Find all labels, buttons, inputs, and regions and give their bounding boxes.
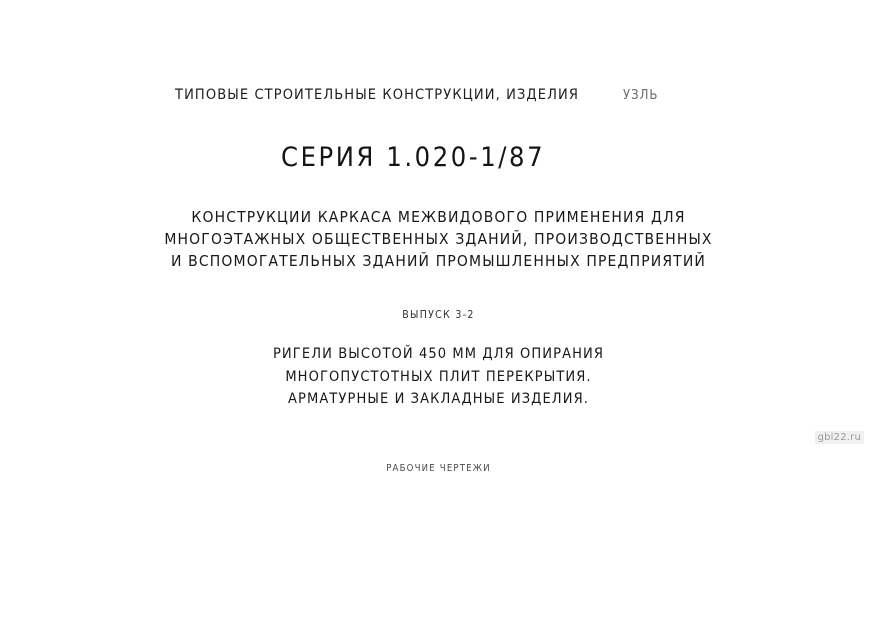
- document-subdescription: [0, 343, 877, 411]
- document-header-line: ТИПОВЫЕ СТРОИТЕЛЬНЫЕ КОНСТРУКЦИИ, ИЗДЕЛИЯ: [175, 87, 579, 103]
- document-working-drawings-label: РАБОЧИЕ ЧЕРТЕЖИ: [386, 463, 491, 474]
- description-line-3: И ВСПОМОГАТЕЛЬНЫХ ЗДАНИЙ ПРОМЫШЛЕННЫХ ПРЕДПРИЯТИЙ: [170, 252, 707, 270]
- description-line-2: МНОГОЭТАЖНЫХ ОБЩЕСТВЕННЫХ ЗДАНИЙ, ПРОИЗВОДСТВЕННЫХ: [164, 230, 713, 248]
- subdescription-line-2: МНОГОПУСТОТНЫХ ПЛИТ ПЕРЕКРЫТИЯ.: [285, 368, 592, 385]
- document-issue-label: ВЫПУСК 3-2: [402, 309, 475, 321]
- description-line-1: КОНСТРУКЦИИ КАРКАСА МЕЖВИДОВОГО ПРИМЕНЕНИЯ ДЛЯ: [191, 208, 686, 226]
- watermark: gbi22.ru: [815, 431, 864, 444]
- document-description: [0, 206, 877, 272]
- document-header-note: УЗЛЬ: [623, 88, 659, 103]
- subdescription-line-1: РИГЕЛИ ВЫСОТОЙ 450 ММ ДЛЯ ОПИРАНИЯ: [272, 346, 605, 362]
- subdescription-line-3: АРМАТУРНЫЕ И ЗАКЛАДНЫЕ ИЗДЕЛИЯ.: [288, 391, 589, 407]
- document-series-title: СЕРИЯ 1.020-1/87: [281, 142, 546, 173]
